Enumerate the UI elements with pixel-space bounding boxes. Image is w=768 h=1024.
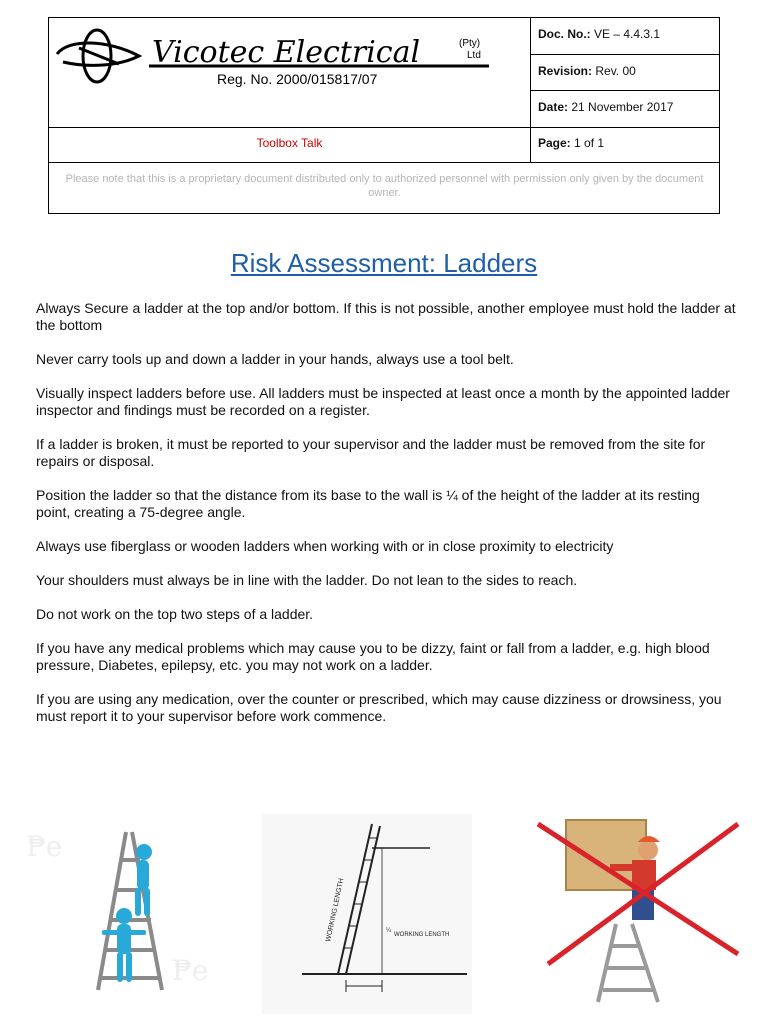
toolbox-talk-label: Toolbox Talk — [49, 128, 531, 163]
paragraph: Visually inspect ladders before use. All ladders must be inspected at least once a month by the appointed ladder inspector and findings must be recorded on a register. — [36, 385, 730, 418]
working-length-label: WORKING LENGTH — [325, 877, 346, 943]
svg-text:Ltd: Ltd — [467, 50, 481, 61]
page-number: Page: 1 of 1 — [531, 128, 720, 163]
paragraph: Always use fiberglass or wooden ladders when working with or in close proximity to electricity — [36, 538, 614, 554]
document-header-table — [48, 17, 720, 214]
registration-number: Reg. No. 2000/015817/07 — [217, 71, 378, 87]
proprietary-notice: Please note that this is a proprietary document distributed only to authorized personnel with permission only given by the document owner. — [65, 173, 704, 199]
svg-text:¼: ¼ — [386, 928, 392, 934]
paragraph: Do not work on the top two steps of a ladder. — [36, 606, 314, 622]
svg-text:₱e: ₱e — [172, 954, 209, 987]
vicotec-logo-graphic — [49, 18, 529, 126]
logo-wordmark: Vicotec Electrical — [152, 35, 421, 70]
paragraph: Your shoulders must always be in line with the ladder. Do not lean to the sides to reach. — [36, 572, 578, 588]
illustrations — [0, 810, 768, 1024]
date-row: Date: 21 November 2017 — [531, 91, 720, 128]
paragraph: If you have any medical problems which may cause you to be dizzy, faint or fall from a ladder, e.g. high blood pressure, Diabetes, epilepsy, etc. you may not work on a ladder. — [36, 640, 710, 673]
body-text — [36, 300, 736, 742]
doc-number-row: Doc. No.: VE – 4.4.3.1 — [531, 18, 720, 55]
page-title: Risk Assessment: Ladders — [230, 248, 538, 278]
quarter-working-length-label: WORKING LENGTH — [394, 932, 450, 938]
paragraph: Position the ladder so that the distance from its base to the wall is ¼ of the height of the ladder at its resting point, creating a 75-degree angle. — [36, 487, 700, 520]
paragraph: If you are using any medication, over the counter or prescribed, which may cause dizziness or drowsiness, you must report it to your supervisor before work commence. — [36, 691, 722, 724]
paragraph: Never carry tools up and down a ladder in your hands, always use a tool belt. — [36, 351, 514, 367]
document-meta — [531, 18, 720, 128]
working-length-diagram — [262, 814, 472, 1014]
unsafe-ladder-use-illustration — [528, 814, 750, 1014]
svg-text:₱e: ₱e — [26, 830, 63, 863]
company-logo — [49, 18, 531, 128]
paragraph: Always Secure a ladder at the top and/or bottom. If this is not possible, another employee must hold the ladder at the bottom — [36, 300, 736, 333]
svg-text:(Pty): (Pty) — [459, 38, 481, 49]
ladder-helpers-illustration — [22, 820, 232, 1010]
revision-row: Revision: Rev. 00 — [531, 55, 720, 92]
paragraph: If a ladder is broken, it must be reported to your supervisor and the ladder must be removed from the site for repairs or disposal. — [36, 436, 706, 469]
